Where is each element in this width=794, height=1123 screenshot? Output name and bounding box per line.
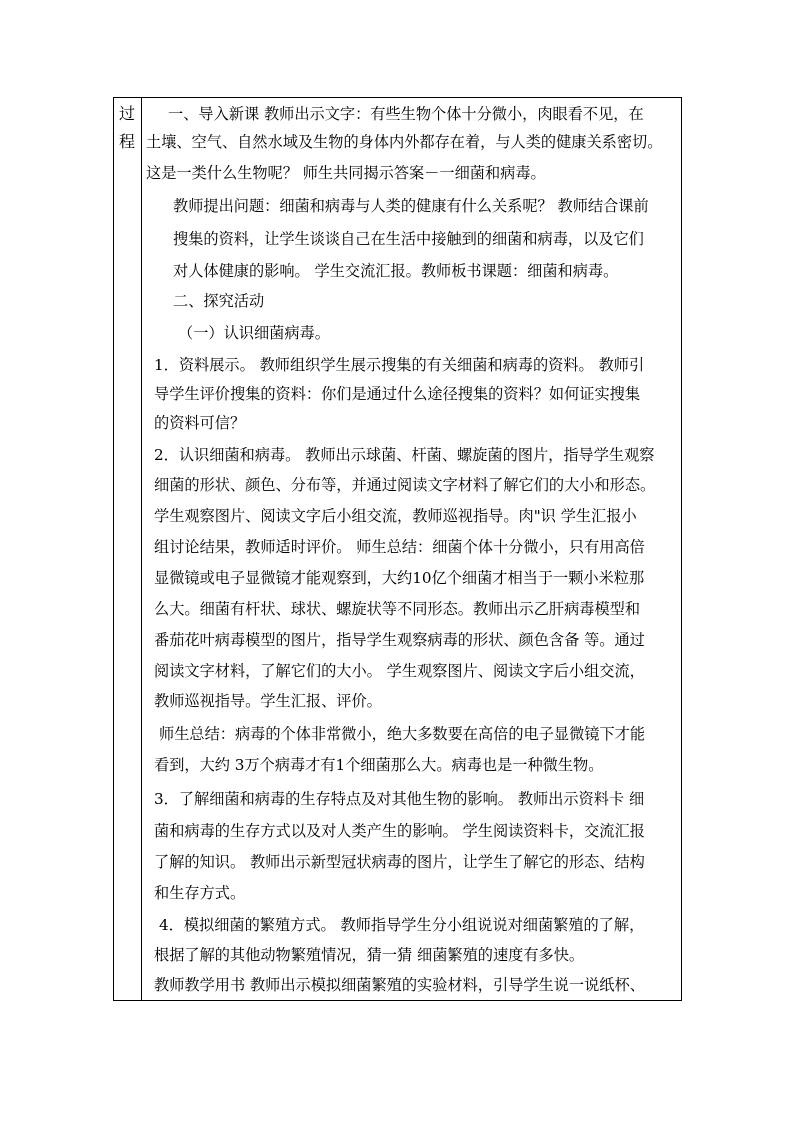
text-line: 显微镜或电子显微镜才能观察到，大约10亿个细菌才相当于一颗小米粒那	[154, 569, 645, 587]
text-line: 细菌的形状、颜色、分布等，并通过阅读文字材料了解它们的大小和形态。	[154, 476, 656, 494]
text-line: 组讨论结果，教师适时评价。 师生总结：细菌个体十分微小，只有用高倍	[154, 538, 645, 556]
text-line: 么大。细菌有杆状、球状、螺旋状等不同形态。教师出示乙肝病毒模型和	[154, 600, 640, 618]
process-content-cell	[142, 98, 681, 1000]
row-label-cell	[114, 98, 142, 1000]
text-line: 的资料可信？	[154, 414, 246, 432]
text-line: 搜集的资料，让学生谈谈自己在生活中接触到的细菌和病毒，以及它们	[173, 230, 644, 248]
text-line: 二、探究活动	[173, 292, 265, 310]
text-line: 教师巡视指导。学生汇报、评价。	[154, 692, 382, 710]
text-line: 对人体健康的影响。 学生交流汇报。教师板书课题：细菌和病毒。	[173, 262, 619, 280]
text-line: 3．了解细菌和病毒的生存特点及对其他生物的影响。 教师出示资料卡 细	[154, 790, 645, 808]
text-line: 教师提出问题：细菌和病毒与人类的健康有什么关系呢？ 教师结合课前	[173, 197, 649, 215]
text-line: 1．资料展示。 教师组织学生展示搜集的有关细菌和病毒的资料。 教师引	[154, 356, 645, 374]
text-line: 教师教学用书 教师出示模拟细菌繁殖的实验材料，引导学生说一说纸杯、	[154, 976, 645, 994]
text-line: 土壤、空气、自然水域及生物的身体内外都存在着，与人类的健康关系密切。	[146, 133, 663, 151]
text-line: 番茄花叶病毒模型的图片，指导学生观察病毒的形状、颜色含备 等。通过	[154, 631, 645, 649]
text-line: 一、导入新课 教师出示文字：有些生物个体十分微小，肉眼看不见，在	[168, 105, 644, 123]
text-line: 2．认识细菌和病毒。 教师出示球菌、杆菌、螺旋菌的图片，指导学生观察	[154, 446, 655, 464]
text-line: 菌和病毒的生存方式以及对人类产生的影响。 学生阅读资料卡，交流汇报	[154, 822, 645, 840]
row-label-char-2: 程	[119, 132, 136, 151]
text-line: 和生存方式。	[154, 884, 246, 902]
text-line: 根据了解的其他动物繁殖情况，猜一猜 细菌繁殖的速度有多快。	[154, 946, 585, 964]
text-line: 了解的知识。 教师出示新型冠状病毒的图片，让学生了解它的形态、结构	[154, 853, 645, 871]
text-line: 师生总结：病毒的个体非常微小，绝大多数要在高倍的电子显微镜下才能	[159, 725, 645, 743]
text-line: 看到，大约 3万个病毒才有1个细菌那么大。病毒也是一种微生物。	[154, 756, 604, 774]
text-line: 这是一类什么生物呢？ 师生共同揭示答案－一细菌和病毒。	[146, 164, 546, 182]
text-line: 导学生评价搜集的资料：你们是通过什么途径搜集的资料？如何证实搜集	[154, 385, 640, 403]
text-line: 学生观察图片、阅读文字后小组交流，教师巡视指导。肉"识 学生汇报小	[154, 507, 637, 525]
text-line: 4．模拟细菌的繁殖方式。 教师指导学生分小组说说对细菌繁殖的了解，	[159, 916, 645, 934]
text-line: 阅读文字材料，了解它们的大小。 学生观察图片、阅读文字后小组交流，	[154, 662, 645, 680]
row-label-char-1: 过	[119, 104, 136, 123]
text-line: （一）认识细菌病毒。	[178, 324, 330, 342]
lesson-process-table	[113, 97, 682, 1001]
